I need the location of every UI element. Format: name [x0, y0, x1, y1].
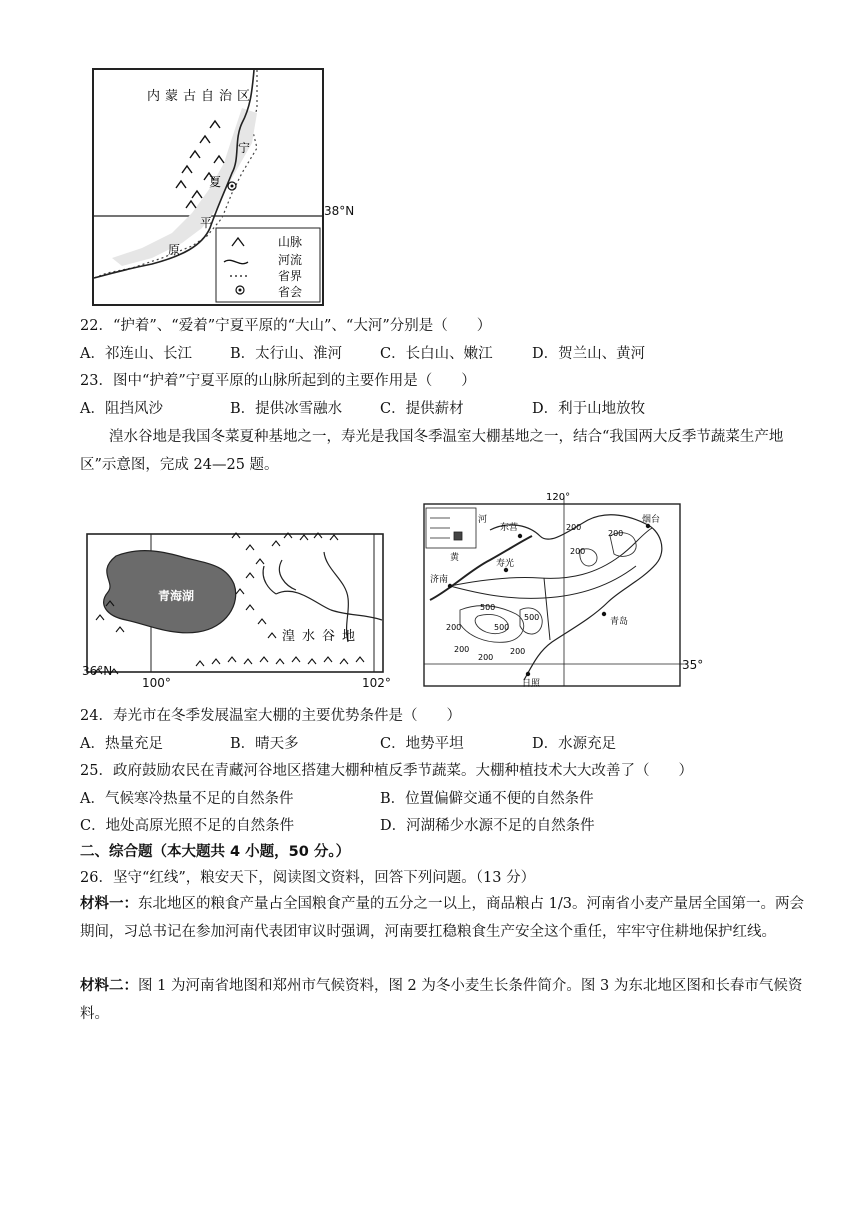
q25-option-c: C．地处高原光照不足的自然条件 — [80, 818, 295, 834]
ningxia-plain-map — [92, 68, 324, 306]
lon-100-label: 100° — [142, 676, 171, 690]
region-label: 内蒙古自治区 — [147, 89, 256, 104]
q24-option-a: A．热量充足 — [80, 736, 163, 752]
q24-option-d: D．水源充足 — [532, 736, 617, 752]
material-1-text: 东北地区的粮食产量占全国粮食产量的五分之一以上，商品粮占 1/3。河南省小麦产量居全国第一。两会期间，习总书记在参加河南代表团审议时强调，河南要扛稳粮食生产安全这个重任，牢牢守住耕地保护红线。 — [80, 896, 804, 940]
place-shouguang: 寿光 — [496, 559, 515, 569]
contour-4: 500 — [480, 603, 496, 612]
q24-option-c: C．地势平坦 — [380, 736, 464, 752]
legend-mountain: 山脉 — [278, 235, 303, 249]
contour-3: 200 — [570, 547, 586, 556]
label-yuan: 原 — [168, 243, 181, 257]
q22-stem: 22．“护着”、“爱着”宁夏平原的“大山”、“大河”分别是（ ） — [80, 318, 492, 334]
label-ping: 平 — [200, 216, 213, 230]
contour-6: 500 — [524, 613, 540, 622]
intro-paragraph: 湟水谷地是我国冬菜夏种基地之一，寿光是我国冬季温室大棚基地之一，结合“我国两大反季节蔬菜生产地区”示意图，完成 24—25 题。 — [80, 429, 784, 473]
place-qingdao: 青岛 — [610, 617, 629, 627]
label-he: 河 — [478, 515, 488, 525]
q26-stem: 26．坚守“红线”，粮安天下，阅读图文资料，回答下列问题。（13 分） — [80, 870, 536, 886]
q23-option-a: A．阻挡风沙 — [80, 401, 163, 417]
q25-option-b: B．位置偏僻交通不便的自然条件 — [380, 791, 594, 807]
place-yantai: 烟台 — [642, 515, 661, 525]
contour-8: 200 — [454, 645, 470, 654]
contour-1: 200 — [566, 523, 582, 532]
valley-label-1: 湟 — [282, 629, 296, 644]
material-1-label: 材料一： — [80, 896, 138, 912]
contour-5: 500 — [494, 623, 510, 632]
place-rizhao: 日照 — [522, 679, 541, 689]
material-2-text: 图 1 为河南省地图和郑州市气候资料，图 2 为冬小麦生长条件简介。图 3 为东北地区图和长春市气候资料。 — [80, 978, 803, 1022]
legend-capital: 省会 — [278, 285, 303, 299]
huangshui-valley-map — [86, 524, 386, 684]
lon-102-label: 102° — [362, 676, 391, 690]
place-dongying: 东营 — [500, 523, 519, 533]
q23-stem: 23．图中“护着”宁夏平原的山脉所起到的主要作用是（ ） — [80, 373, 476, 389]
q22-option-c: C．长白山、嫩江 — [380, 346, 493, 362]
q23-option-c: C．提供薪材 — [380, 401, 464, 417]
valley-label-4: 地 — [342, 629, 356, 644]
q25-option-a: A．气候寒冷热量不足的自然条件 — [80, 791, 294, 807]
contour-7: 200 — [446, 623, 462, 632]
lat-35-label: 35° — [682, 658, 704, 672]
material-2 — [80, 972, 810, 1028]
q23-option-b: B．提供冰雪融水 — [230, 401, 343, 417]
q22-option-b: B．太行山、淮河 — [230, 346, 343, 362]
material-2-label: 材料二： — [80, 978, 138, 994]
label-ning: 宁 — [238, 141, 251, 155]
q22-option-d: D．贺兰山、黄河 — [532, 346, 646, 362]
legend-river: 河流 — [278, 253, 303, 267]
q25-option-d: D．河湖稀少水源不足的自然条件 — [380, 818, 595, 834]
contour-9: 200 — [478, 653, 494, 662]
lake-label: 青海湖 — [158, 589, 195, 603]
label-huang: 黄 — [450, 553, 460, 563]
lat-38n-label: 38°N — [324, 204, 355, 218]
valley-label-2: 水 — [302, 629, 316, 644]
valley-label-3: 谷 — [322, 629, 336, 644]
q23-option-d: D．利于山地放牧 — [532, 401, 646, 417]
lat-36n-label: 36°N — [82, 664, 113, 678]
q25-stem: 25．政府鼓励农民在青藏河谷地区搭建大棚种植反季节蔬菜。大棚种植技术大大改善了（ ） — [80, 763, 693, 779]
place-jinan: 济南 — [430, 575, 449, 585]
section-2-heading: 二、综合题（本大题共 4 小题，50 分。） — [80, 844, 351, 860]
contour-10: 200 — [510, 647, 526, 656]
contour-2: 200 — [608, 529, 624, 538]
label-xia: 夏 — [209, 175, 222, 189]
q24-stem: 24．寿光市在冬季发展温室大棚的主要优势条件是（ ） — [80, 708, 461, 724]
legend-border: 省界 — [278, 269, 303, 283]
material-1 — [80, 890, 810, 946]
q24-option-b: B．晴天多 — [230, 736, 299, 752]
q22-option-a: A．祁连山、长江 — [80, 346, 192, 362]
shandong-map — [420, 490, 684, 690]
lon-120-label: 120° — [546, 492, 571, 503]
